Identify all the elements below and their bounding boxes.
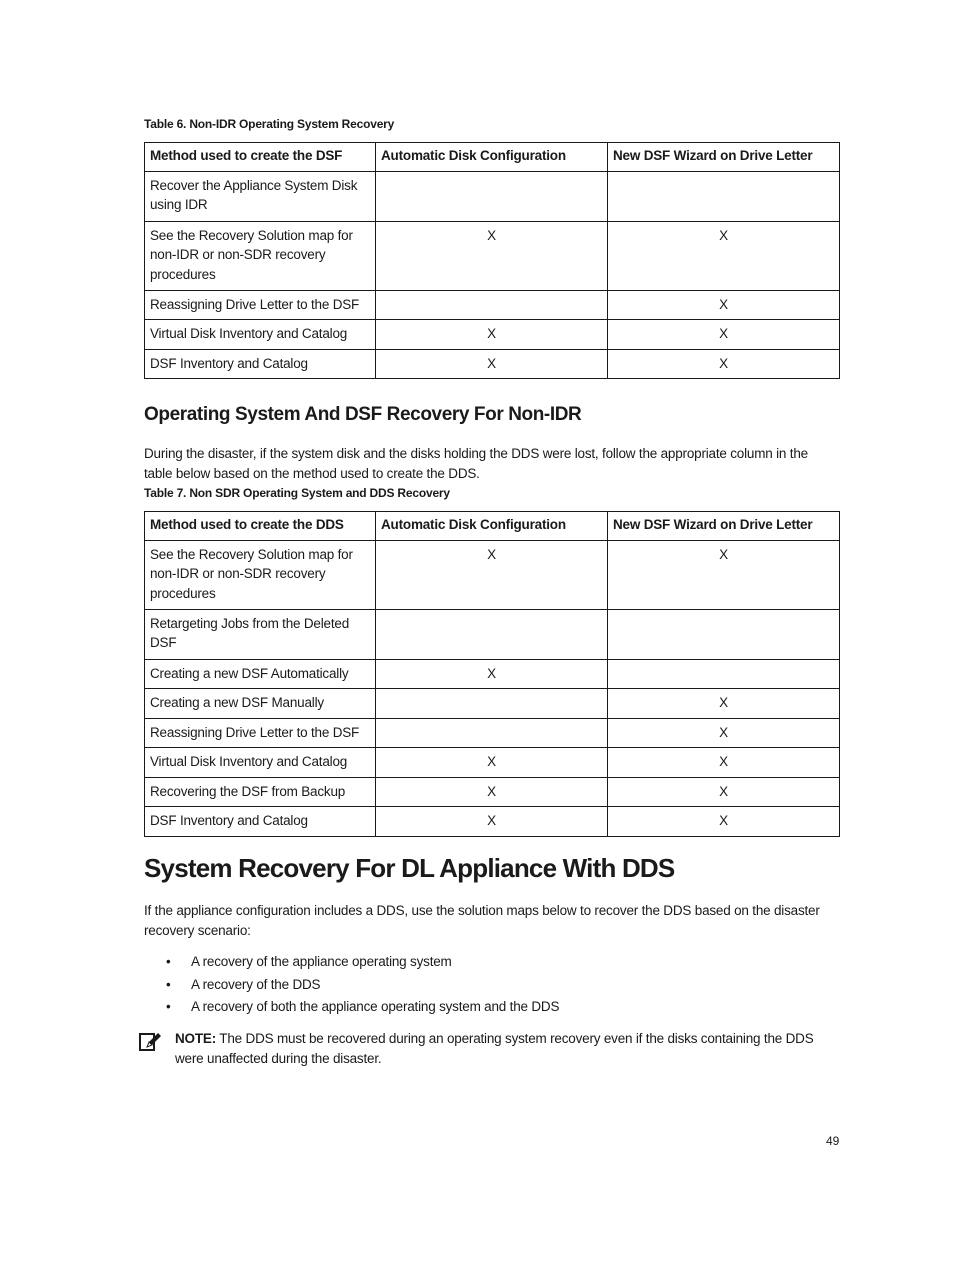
table-cell-automatic [376, 718, 608, 748]
table-cell-method: See the Recovery Solution map for non-IDR or non-SDR recovery procedures [145, 221, 376, 290]
table-cell-wizard: X [608, 807, 840, 837]
table-cell-wizard: X [608, 777, 840, 807]
table-row [145, 807, 840, 837]
table-cell-wizard: X [608, 689, 840, 719]
table-cell-automatic: X [376, 320, 608, 350]
table-cell-automatic: X [376, 540, 608, 609]
table-cell-wizard: X [608, 748, 840, 778]
section-paragraph: During the disaster, if the system disk and the disks holding the DDS were lost, follow the appropriate column in the table below based on the method used to create the DDS. [144, 446, 808, 481]
table6 [144, 142, 840, 379]
table-cell-method: Creating a new DSF Manually [145, 689, 376, 719]
table-row [145, 540, 840, 609]
table-cell-method: DSF Inventory and Catalog [145, 807, 376, 837]
table6-header-row [145, 143, 840, 172]
table-cell-wizard: X [608, 349, 840, 379]
section-heading: Operating System And DSF Recovery For Non-IDR [144, 404, 582, 425]
table-row [145, 718, 840, 748]
list-item [166, 974, 826, 997]
table-cell-automatic: X [376, 349, 608, 379]
table-cell-wizard [608, 609, 840, 659]
table-cell-method: Virtual Disk Inventory and Catalog [145, 320, 376, 350]
note-text: The DDS must be recovered during an operating system recovery even if the disks containing the DDS were unaffected during the disaster. [175, 1031, 814, 1066]
bullet-icon: • [166, 954, 171, 969]
table-row [145, 748, 840, 778]
table-cell-method: See the Recovery Solution map for non-IDR or non-SDR recovery procedures [145, 540, 376, 609]
table-cell-method: Recovering the DSF from Backup [145, 777, 376, 807]
table-cell-method: Recover the Appliance System Disk using IDR [145, 171, 376, 221]
table-cell-wizard: X [608, 718, 840, 748]
table-cell-wizard [608, 171, 840, 221]
table6-header-wizard: New DSF Wizard on Drive Letter [608, 143, 840, 172]
list-item [166, 951, 826, 974]
table-cell-automatic [376, 609, 608, 659]
table-cell-automatic: X [376, 777, 608, 807]
table-row [145, 290, 840, 320]
table-row [145, 349, 840, 379]
table-cell-method: Reassigning Drive Letter to the DSF [145, 718, 376, 748]
table-row [145, 221, 840, 290]
note-label: NOTE: [175, 1031, 216, 1046]
page-number: 49 [826, 1134, 840, 1148]
bullet-icon: • [166, 976, 171, 992]
table-cell-automatic: X [376, 659, 608, 689]
table7-header-row [145, 512, 840, 541]
table-cell-wizard [608, 659, 840, 689]
table-cell-method: DSF Inventory and Catalog [145, 349, 376, 379]
table7-header-wizard: New DSF Wizard on Drive Letter [608, 512, 840, 541]
table6-header-method: Method used to create the DSF [145, 143, 376, 172]
table-row [145, 659, 840, 689]
intro-paragraph: If the appliance configuration includes a DDS, use the solution maps below to recover the DDS based on the disaster recovery scenario: [144, 903, 820, 938]
list-item-text: A recovery of the DDS [191, 976, 321, 992]
table6-caption: Table 6. Non-IDR Operating System Recovery [144, 117, 395, 131]
table-cell-method: Creating a new DSF Automatically [145, 659, 376, 689]
list-item [166, 996, 826, 1019]
table-cell-automatic [376, 171, 608, 221]
table-row [145, 777, 840, 807]
table-cell-wizard: X [608, 221, 840, 290]
bullet-icon: • [166, 999, 171, 1014]
table6-header-automatic: Automatic Disk Configuration [376, 143, 608, 172]
table7-header-automatic: Automatic Disk Configuration [376, 512, 608, 541]
list-item-text: A recovery of both the appliance operating system and the DDS [191, 999, 560, 1014]
table7-caption: Table 7. Non SDR Operating System and DDS Recovery [144, 486, 450, 500]
list-item-text: A recovery of the appliance operating system [191, 954, 452, 969]
table-cell-wizard: X [608, 290, 840, 320]
table7 [144, 511, 840, 837]
bullet-list [166, 951, 826, 1019]
note-callout [175, 1029, 840, 1068]
main-heading: System Recovery For DL Appliance With DDS [144, 853, 675, 883]
table-cell-automatic: X [376, 748, 608, 778]
table-cell-automatic [376, 290, 608, 320]
pencil-note-icon [139, 1031, 161, 1053]
table-row [145, 609, 840, 659]
table-cell-automatic: X [376, 807, 608, 837]
table7-header-method: Method used to create the DDS [145, 512, 376, 541]
table-row [145, 171, 840, 221]
table-cell-wizard: X [608, 320, 840, 350]
table-row [145, 689, 840, 719]
table-cell-automatic: X [376, 221, 608, 290]
table-cell-method: Reassigning Drive Letter to the DSF [145, 290, 376, 320]
table-row [145, 320, 840, 350]
table-cell-method: Retargeting Jobs from the Deleted DSF [145, 609, 376, 659]
table-cell-method: Virtual Disk Inventory and Catalog [145, 748, 376, 778]
table-cell-wizard: X [608, 540, 840, 609]
table-cell-automatic [376, 689, 608, 719]
